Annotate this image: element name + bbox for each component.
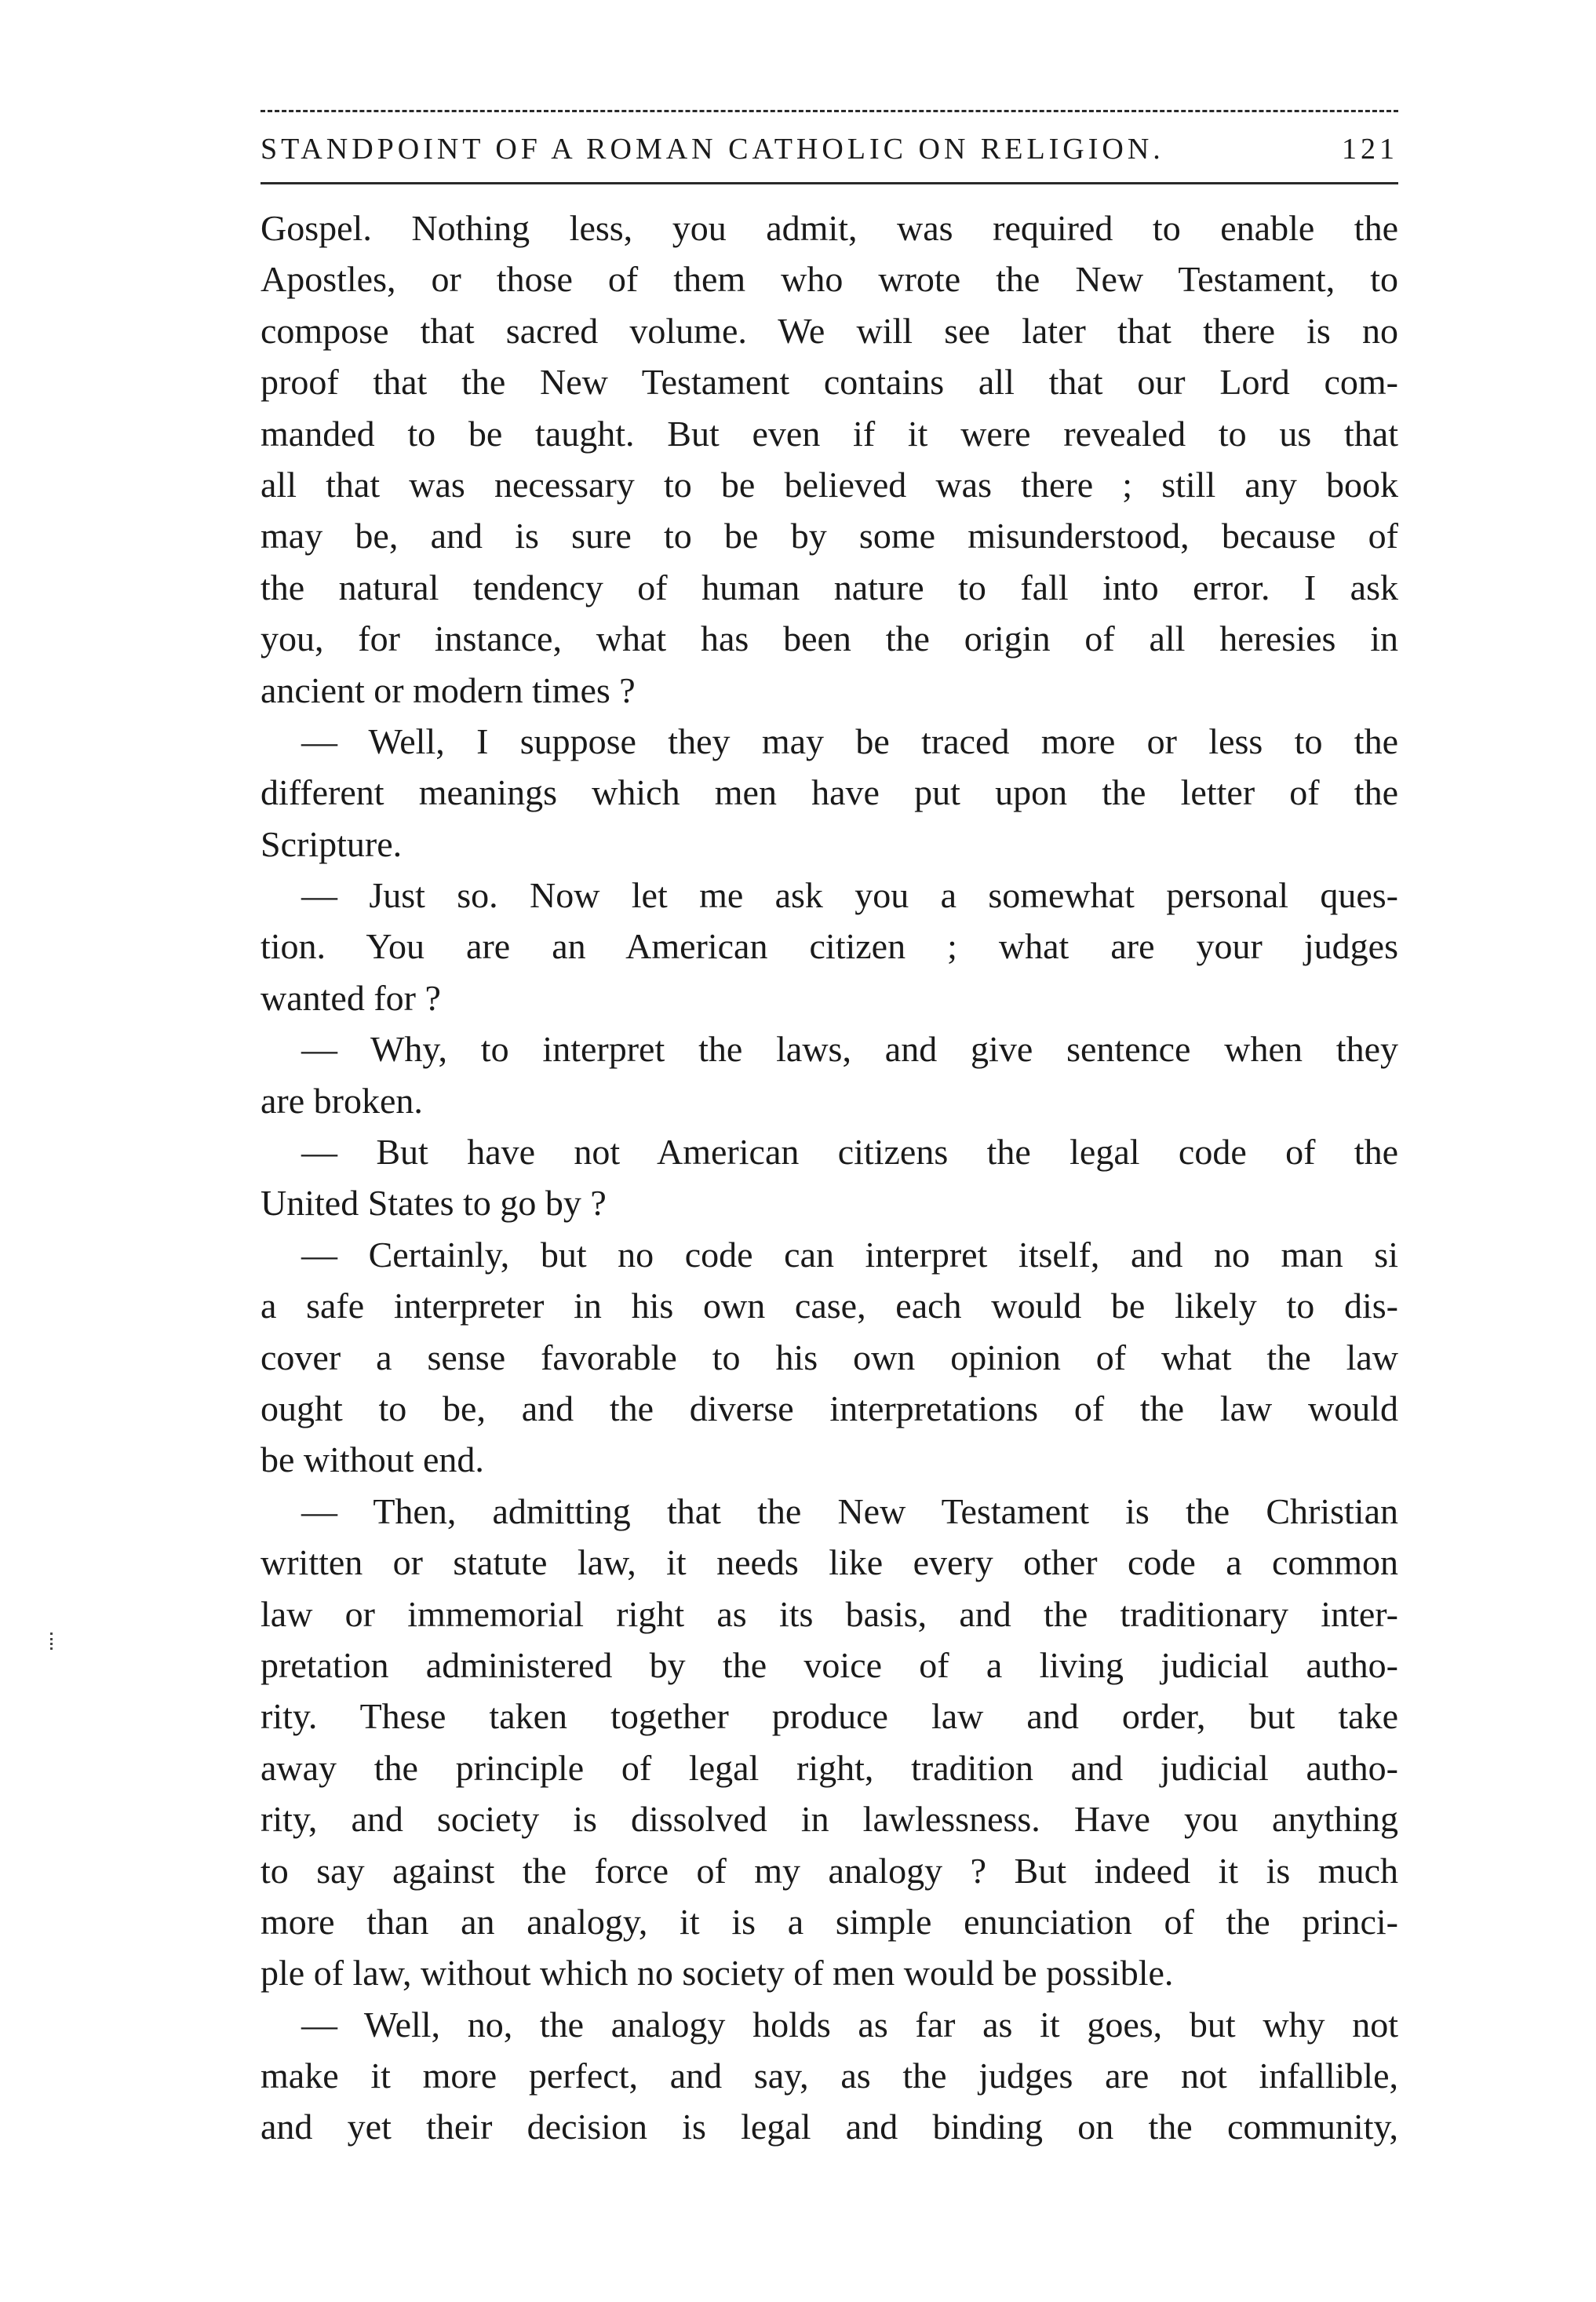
text-line: make it more perfect, and say, as the judges are not infallible, <box>261 2056 1398 2096</box>
running-header <box>261 126 1398 173</box>
body-text <box>261 202 1398 2153</box>
text-line: — Then, admitting that the New Testament is the Christian <box>301 1490 1398 1531</box>
page-number: 121 <box>1342 133 1398 166</box>
text-line: you, for instance, what has been the origin of all heresies in <box>261 618 1398 659</box>
header-top-rule <box>261 110 1398 112</box>
text-line: proof that the New Testament contains all that our Lord com- <box>261 362 1398 403</box>
text-line: different meanings which men have put upon the letter of the <box>261 772 1398 813</box>
text-line: may be, and is sure to be by some misunderstood, because of <box>261 516 1398 556</box>
text-line: — Certainly, but no code can interpret itself, and no man si <box>301 1234 1398 1275</box>
header-bottom-rule <box>261 182 1398 184</box>
text-line: Gospel. Nothing less, you admit, was required to enable the <box>261 208 1398 248</box>
text-line: pretation administered by the voice of a living judicial autho- <box>261 1644 1398 1685</box>
text-line: the natural tendency of human nature to fall into error. I ask <box>261 567 1398 607</box>
text-line: rity. These taken together produce law and order, but take <box>261 1696 1398 1737</box>
text-line: be without end. <box>261 1439 484 1480</box>
text-line: ought to be, and the diverse interpretations of the law would <box>261 1388 1398 1428</box>
text-line: — Well, I suppose they may be traced more or less to the <box>301 721 1398 761</box>
text-line: wanted for ? <box>261 977 441 1018</box>
text-line: ple of law, without which no society of men would be possible. <box>261 1953 1174 1994</box>
text-line: are broken. <box>261 1080 423 1121</box>
text-line: — Why, to interpret the laws, and give sentence when they <box>301 1029 1398 1070</box>
text-line: Scripture. <box>261 823 403 864</box>
margin-mark <box>50 1633 55 1650</box>
text-line: manded to be taught. But even if it were revealed to us that <box>261 413 1398 454</box>
text-line: written or statute law, it needs like every other code a common <box>261 1542 1398 1583</box>
text-line: law or immemorial right as its basis, and the traditionary inter- <box>261 1593 1398 1634</box>
text-line: more than an analogy, it is a simple enunciation of the princi- <box>261 1901 1398 1942</box>
text-line: rity, and society is dissolved in lawlessness. Have you anything <box>261 1799 1398 1840</box>
text-line: Apostles, or those of them who wrote the New Testament, to <box>261 259 1398 300</box>
text-line: and yet their decision is legal and binding on the community, <box>261 2107 1398 2147</box>
text-line: a safe interpreter in his own case, each would be likely to dis- <box>261 1286 1398 1326</box>
text-line: tion. You are an American citizen ; what are your judges <box>261 926 1398 967</box>
text-line: — But have not American citizens the legal code of the <box>301 1132 1398 1173</box>
text-line: — Well, no, the analogy holds as far as it goes, but why not <box>301 2004 1398 2045</box>
text-line: all that was necessary to be believed was there ; still any book <box>261 464 1398 505</box>
text-line: cover a sense favorable to his own opinion of what the law <box>261 1337 1398 1377</box>
text-line: United States to go by ? <box>261 1183 607 1224</box>
text-line: ancient or modern times ? <box>261 669 636 710</box>
text-line: compose that sacred volume. We will see later that there is no <box>261 310 1398 351</box>
running-header-title: STANDPOINT OF A ROMAN CATHOLIC ON RELIGION. <box>261 133 1164 166</box>
text-line: — Just so. Now let me ask you a somewhat personal ques- <box>301 875 1398 916</box>
text-line: to say against the force of my analogy ? But indeed it is much <box>261 1850 1398 1891</box>
text-line: away the principle of legal right, tradition and judicial autho- <box>261 1747 1398 1788</box>
